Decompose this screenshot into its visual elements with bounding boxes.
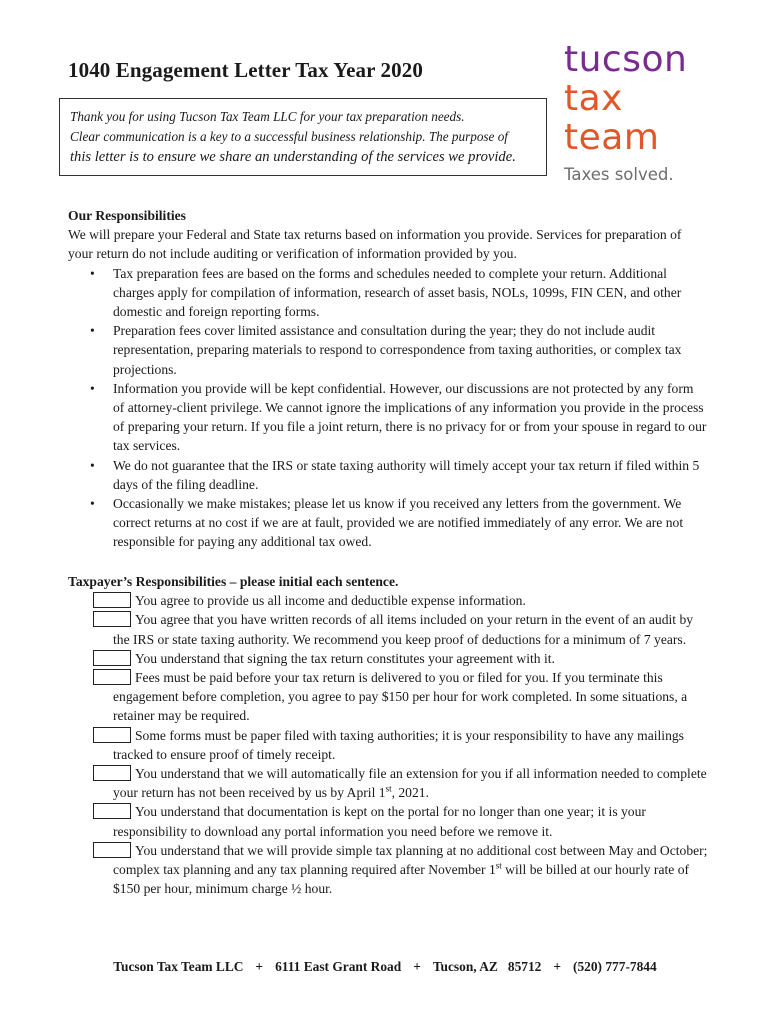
list-item [68,802,708,840]
initial-field[interactable] [93,611,131,627]
footer-separator: + [553,959,561,974]
intro-line-1: Thank you for using Tucson Tax Team LLC for your tax preparation needs. [70,109,465,124]
footer-address: 6111 East Grant Road [275,959,402,974]
document-title: 1040 Engagement Letter Tax Year 2020 [68,58,423,82]
our-responsibilities-section [68,206,708,552]
taxpayer-responsibilities-section [68,572,708,898]
our-responsibilities-heading: Our Responsibilities [68,208,186,223]
list-item: • We do not guarantee that the IRS or state taxing authority will timely accept your tax return if filed within 5 days of the filing deadline. [113,456,708,494]
taxpayer-responsibilities-heading: Taxpayer’s Responsibilities – please initial each sentence. [68,574,399,589]
logo-word-tucson: tucson [564,39,688,80]
our-responsibilities-list [68,264,708,552]
item-text-end: , 2021. [391,785,429,801]
item-text: You understand that we will automatically file an extension for you if all information needed to complete your return has not been received by us by April 1 [113,766,707,801]
list-item [68,841,708,899]
item-text: You agree to provide us all income and deductible expense information. [135,593,526,609]
item-text: Fees must be paid before your tax return is delivered to you or filed for you. If you terminate this engagement before completion, you agree to pay $150 per hour for work completed. In some situations, a retainer may be required. [113,670,688,724]
intro-line-3: this letter is to ensure we share an understanding of the services we provide. [70,149,516,165]
logo-tagline: Taxes solved. [564,165,674,184]
footer [0,959,770,975]
logo-word-tax: tax [564,78,623,119]
list-item [68,610,708,648]
initial-field[interactable] [93,803,131,819]
intro-line-2: Clear communication is a key to a successful business relationship. The purpose of [70,129,508,144]
intro-box [59,98,547,176]
logo-word-team: team [564,117,660,158]
list-item [68,726,708,764]
company-logo [564,40,714,184]
ordinal-suffix: st [385,783,392,794]
list-item [68,668,708,726]
our-responsibilities-intro: We will prepare your Federal and State tax returns based on information you provide. Services for preparation of your return do not include auditing or verification of information provided by you. [68,227,682,262]
list-item: • Information you provide will be kept confidential. However, our discussions are not protected by any form of attorney-client privilege. We cannot ignore the implications of any information you provide in the process of preparing your return. If you file a joint return, there is no privacy for or from your spouse in regard to our tax services. [113,379,708,456]
list-item [68,764,708,802]
footer-separator: + [255,959,264,974]
initial-field[interactable] [93,669,131,685]
item-text: You agree that you have written records of all items included on your return in the event of an audit by the IRS or state taxing authority. We recommend you keep proof of deductions for a minimum of 7 years. [113,612,694,647]
initial-field[interactable] [93,650,131,666]
footer-separator: + [413,959,421,974]
item-text: Some forms must be paper filed with taxing authorities; it is your responsibility to have any mailings tracked to ensure proof of timely receipt. [113,727,684,762]
ordinal-suffix: st [495,860,502,871]
initial-field[interactable] [93,592,131,608]
item-text-end: will be billed at our hourly rate of $150 per hour, minimum charge ½ hour. [113,862,690,897]
footer-phone: (520) 777-7844 [573,959,657,974]
item-text: You understand that documentation is kept on the portal for no longer than one year; it is your responsibility to download any portal information you need before we remove it. [113,804,646,839]
footer-city: Tucson, AZ 85712 [432,959,542,974]
list-item [68,649,708,668]
list-item: • Occasionally we make mistakes; please let us know if you received any letters from the government. We correct returns at no cost if we are at fault, provided we are notified immediately of any error. We are not responsible for paying any additional tax owed. [113,494,708,552]
initial-field[interactable] [93,842,131,858]
initial-field[interactable] [93,765,131,781]
initial-field[interactable] [93,727,131,743]
item-text: You understand that we will provide simple tax planning at no additional cost between May and October; complex tax planning and any tax planning required after November 1 [113,842,708,878]
list-item [68,591,708,610]
list-item: • Tax preparation fees are based on the forms and schedules needed to complete your return. Additional charges apply for compilation of information, research of asset basis, NOLs, 1099s, FIN CEN, and other domestic and foreign reporting forms. [113,264,708,322]
list-item: • Preparation fees cover limited assistance and consultation during the year; they do not include audit representation, preparing materials to respond to correspondence from taxing authorities, or complex tax projections. [113,321,708,379]
item-text: You understand that signing the tax return constitutes your agreement with it. [135,650,555,666]
footer-company: Tucson Tax Team LLC [113,959,244,974]
